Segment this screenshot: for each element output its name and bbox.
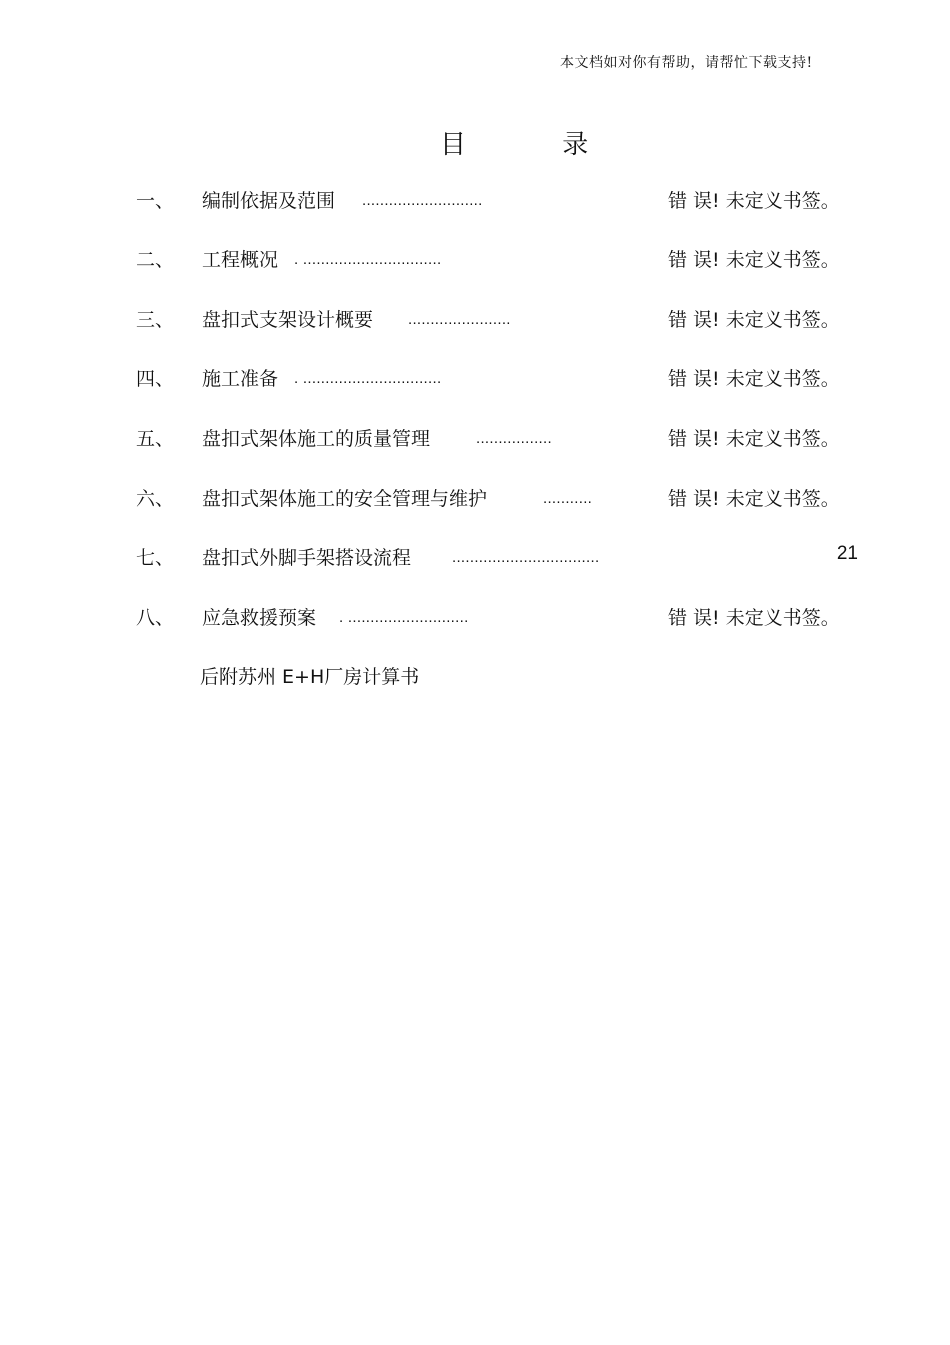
toc-number: 八、 [136,607,175,629]
toc-entry[interactable] [136,305,858,335]
toc-entry[interactable] [136,424,858,454]
toc-number: 一、 [136,190,175,212]
toc-leader-dots: ................................. [452,549,600,566]
toc-leader-dots: . ........................... [339,609,469,626]
toc-heading: 编制依据及范围 [202,190,336,212]
header-note: 本文档如对你有帮助，请帮忙下载支持! [560,55,813,71]
toc-page-ref: 错 误! 未定义书签。 [668,309,840,331]
page-title: 目 录 [440,130,633,160]
toc-number: 五、 [136,428,175,450]
toc-leader-dots: ........... [543,490,593,507]
toc-heading: 盘扣式架体施工的质量管理 [202,428,431,450]
toc-entry[interactable] [136,245,858,275]
toc-heading: 应急救援预案 [202,607,317,629]
toc-page-ref: 错 误! 未定义书签。 [668,428,840,450]
toc-number: 二、 [136,249,175,271]
toc-entry[interactable] [136,364,858,394]
toc-entry[interactable] [136,186,858,216]
toc-leader-dots: . ............................... [294,370,442,387]
toc-leader-dots: ................. [476,430,552,447]
toc-number: 六、 [136,488,175,510]
appendix-note: 后附苏州 E+H厂房计算书 [200,666,420,688]
toc-page-ref: 错 误! 未定义书签。 [668,249,840,271]
toc-page-ref: 错 误! 未定义书签。 [668,607,840,629]
toc-leader-dots: ....................... [408,311,511,328]
toc-page-number: 21 [836,543,858,564]
toc-page-ref: 错 误! 未定义书签。 [668,488,840,510]
toc-heading: 盘扣式支架设计概要 [202,309,374,331]
toc-page-ref: 错 误! 未定义书签。 [668,190,840,212]
toc-heading: 施工准备 [202,368,279,390]
toc-heading: 工程概况 [202,249,279,271]
toc-leader-dots: . ............................... [294,251,442,268]
toc-entry[interactable] [136,484,858,514]
toc-number: 三、 [136,309,175,331]
toc-entry[interactable] [136,603,858,633]
toc-heading: 盘扣式架体施工的安全管理与维护 [202,488,488,510]
toc-number: 七、 [136,547,175,569]
toc-leader-dots: ........................... [362,192,483,209]
toc-page-ref: 错 误! 未定义书签。 [668,368,840,390]
toc-entry[interactable] [136,543,858,573]
toc-number: 四、 [136,368,175,390]
toc-heading: 盘扣式外脚手架搭设流程 [202,547,412,569]
